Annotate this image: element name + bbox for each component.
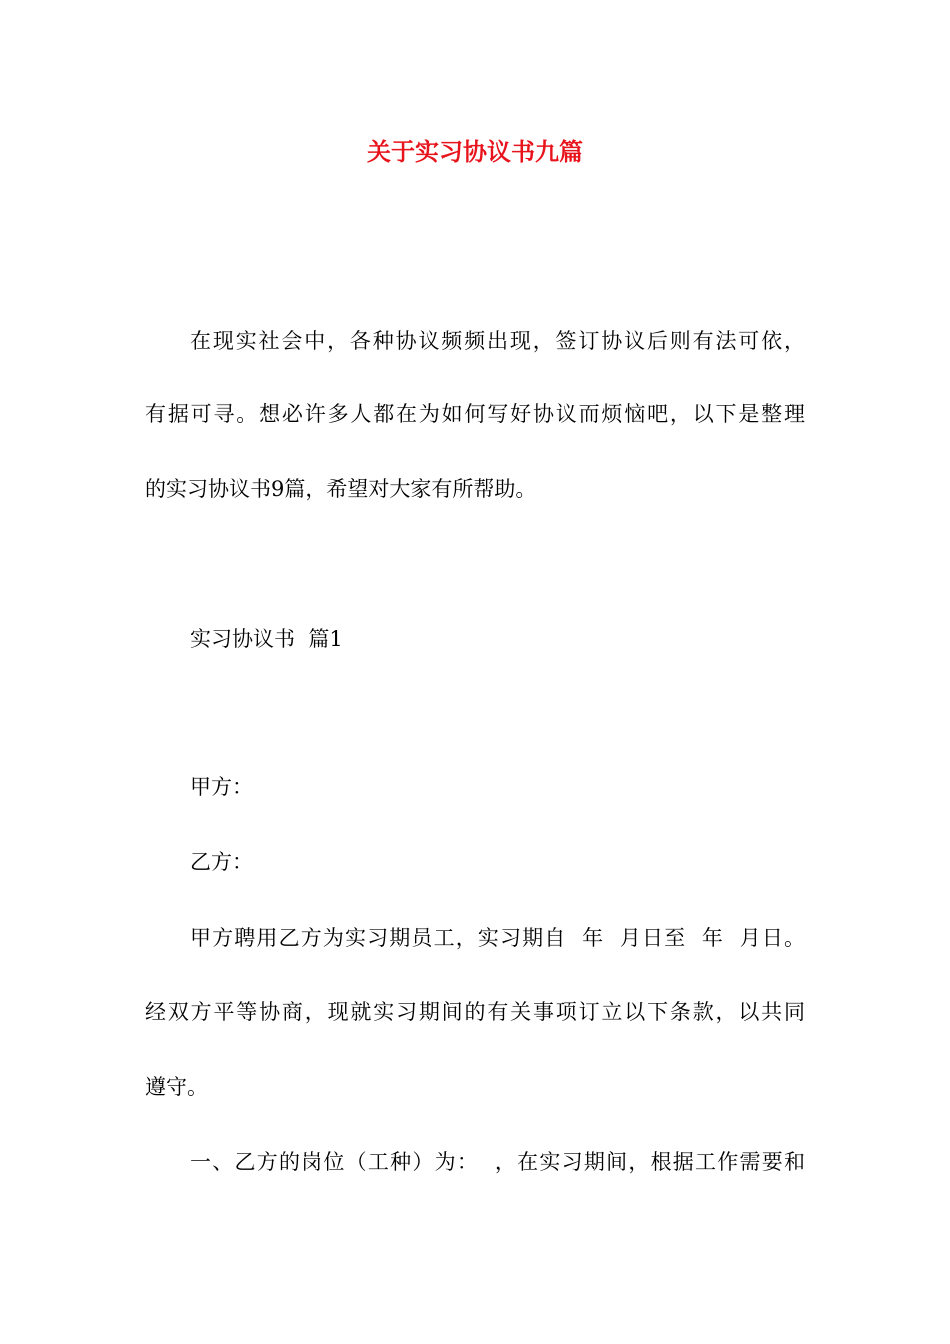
party-b-label: 乙方： (190, 850, 253, 874)
intro-line-3: 的实习协议书9篇，希望对大家有所帮助。 (145, 477, 537, 501)
document-title: 关于实习协议书九篇 (367, 138, 583, 166)
body-line-1: 甲方聘用乙方为实习期员工，实习期自 年 月日至 年 月日。 (190, 926, 805, 950)
body-line-2: 经双方平等协商，现就实习期间的有关事项订立以下条款，以共同 (145, 1000, 805, 1024)
intro-line-2: 有据可寻。想必许多人都在为如何写好协议而烦恼吧，以下是整理 (145, 402, 805, 426)
party-a-label: 甲方： (190, 775, 253, 799)
body-line-3: 遵守。 (145, 1075, 208, 1099)
intro-line-1: 在现实社会中，各种协议频频出现，签订协议后则有法可依， (190, 329, 805, 353)
section-heading: 实习协议书 篇1 (190, 627, 343, 651)
body-line-4: 一、乙方的岗位（工种）为： ，在实习期间，根据工作需要和 (190, 1150, 805, 1174)
